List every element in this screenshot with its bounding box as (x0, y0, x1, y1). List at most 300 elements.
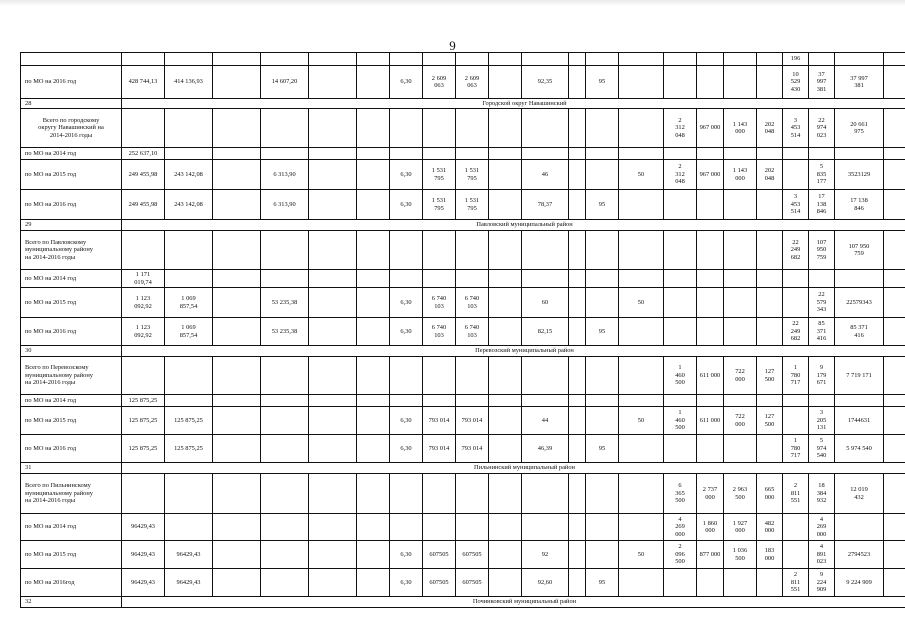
table-cell: 6 313,90 (261, 160, 309, 190)
table-cell: 1 171 019,74 (122, 270, 165, 288)
empty-cell (309, 190, 357, 220)
table-cell: 611 000 (697, 407, 724, 435)
table-cell: 6,30 (390, 407, 423, 435)
empty-cell (619, 395, 664, 407)
empty-cell (569, 270, 586, 288)
table-cell: 607505 (423, 569, 456, 597)
empty-cell (357, 160, 390, 190)
table-cell: 2 096 500 (664, 541, 697, 569)
table-cell: 12 019 432 (835, 474, 884, 514)
empty-cell (783, 541, 809, 569)
empty-cell (569, 288, 586, 318)
table-row (21, 435, 905, 463)
empty-cell (724, 148, 757, 160)
empty-cell (165, 357, 213, 395)
empty-cell (390, 231, 423, 270)
table-cell: 17 138 846 (809, 190, 835, 220)
table-cell: 1 143 000 (724, 109, 757, 148)
table-cell: 1 531 795 (423, 190, 456, 220)
empty-cell (724, 231, 757, 270)
empty-cell (569, 395, 586, 407)
empty-cell (619, 569, 664, 597)
empty-cell (569, 190, 586, 220)
table-cell: 6,30 (390, 569, 423, 597)
empty-cell (809, 395, 835, 407)
empty-cell (569, 407, 586, 435)
empty-cell (884, 53, 905, 66)
empty-cell (569, 569, 586, 597)
table-cell: 793 014 (456, 435, 489, 463)
empty-cell (664, 435, 697, 463)
table-cell: 1 780 717 (783, 435, 809, 463)
table-cell: 414 136,93 (165, 66, 213, 99)
empty-cell (357, 407, 390, 435)
scan-edge (0, 0, 905, 6)
empty-cell (664, 395, 697, 407)
table-cell: 607505 (456, 569, 489, 597)
empty-cell (619, 190, 664, 220)
empty-cell (456, 357, 489, 395)
table-cell: 6 740 103 (456, 288, 489, 318)
table-cell: 85 371 416 (809, 318, 835, 346)
table-cell: 22579343 (835, 288, 884, 318)
section-row (21, 597, 905, 608)
table-cell: 183 000 (757, 541, 783, 569)
empty-cell (697, 395, 724, 407)
table-cell: 3 453 514 (783, 109, 809, 148)
empty-cell (586, 514, 619, 541)
empty-cell (357, 53, 390, 66)
empty-cell (122, 53, 165, 66)
section-title: Перевозский муниципальный район (122, 346, 905, 357)
empty-cell (309, 474, 357, 514)
empty-cell (489, 435, 522, 463)
empty-cell (809, 270, 835, 288)
table-cell: 1 780 717 (783, 357, 809, 395)
row-label: по МО на 2016 год (21, 66, 122, 99)
empty-cell (489, 53, 522, 66)
empty-cell (309, 435, 357, 463)
empty-cell (884, 407, 905, 435)
empty-cell (357, 148, 390, 160)
empty-cell (261, 435, 309, 463)
row-label: по МО на 2014 год (21, 395, 122, 407)
empty-cell (309, 288, 357, 318)
empty-cell (357, 66, 390, 99)
table-cell: 6,30 (390, 66, 423, 99)
section-title: Городской округ Навашинский (122, 99, 905, 109)
table-cell: 482 000 (757, 514, 783, 541)
table-cell: 125 875,25 (122, 395, 165, 407)
empty-cell (664, 231, 697, 270)
empty-cell (423, 231, 456, 270)
table-cell: 22 579 343 (809, 288, 835, 318)
table-cell: 96429,43 (165, 569, 213, 597)
table-row (21, 514, 905, 541)
section-row (21, 346, 905, 357)
empty-cell (213, 109, 261, 148)
empty-cell (357, 109, 390, 148)
empty-cell (213, 569, 261, 597)
empty-cell (783, 160, 809, 190)
empty-cell (569, 318, 586, 346)
table-row (21, 288, 905, 318)
empty-cell (213, 514, 261, 541)
empty-cell (697, 190, 724, 220)
empty-cell (697, 66, 724, 99)
empty-cell (423, 53, 456, 66)
table-cell: 793 014 (456, 407, 489, 435)
table-cell: 10 529 430 (783, 66, 809, 99)
empty-cell (835, 514, 884, 541)
table-row (21, 357, 905, 395)
table-cell: 722 000 (724, 407, 757, 435)
table-cell: 22 974 023 (809, 109, 835, 148)
table-cell: 95 (586, 569, 619, 597)
empty-cell (489, 318, 522, 346)
empty-cell (423, 357, 456, 395)
table-cell: 96429,43 (122, 541, 165, 569)
table-cell: 1 531 795 (423, 160, 456, 190)
empty-cell (309, 66, 357, 99)
empty-cell (619, 66, 664, 99)
empty-cell (757, 66, 783, 99)
empty-cell (884, 288, 905, 318)
empty-cell (697, 148, 724, 160)
table-cell: 2 963 500 (724, 474, 757, 514)
empty-cell (489, 270, 522, 288)
empty-cell (664, 288, 697, 318)
empty-cell (423, 474, 456, 514)
empty-cell (489, 190, 522, 220)
empty-cell (783, 514, 809, 541)
table-cell: 96429,43 (165, 541, 213, 569)
table-cell: 125 875,25 (165, 435, 213, 463)
table-cell: 46,39 (522, 435, 569, 463)
table-cell: 37 997 381 (835, 66, 884, 99)
empty-cell (489, 288, 522, 318)
empty-cell (697, 569, 724, 597)
table-cell: 7 719 171 (835, 357, 884, 395)
section-row (21, 463, 905, 474)
empty-cell (522, 231, 569, 270)
table-row (21, 474, 905, 514)
empty-cell (586, 148, 619, 160)
empty-cell (724, 66, 757, 99)
empty-cell (522, 270, 569, 288)
empty-cell (357, 395, 390, 407)
table-cell: 6,30 (390, 288, 423, 318)
empty-cell (569, 541, 586, 569)
empty-cell (586, 53, 619, 66)
table-cell: 2 312 048 (664, 109, 697, 148)
table-row (21, 66, 905, 99)
section-number: 30 (21, 346, 122, 357)
row-label: по МО на 2015 год (21, 407, 122, 435)
empty-cell (390, 357, 423, 395)
empty-cell (309, 53, 357, 66)
empty-cell (586, 109, 619, 148)
empty-cell (357, 270, 390, 288)
table-cell: 125 875,25 (122, 407, 165, 435)
table-cell: 3 205 131 (809, 407, 835, 435)
table-cell: 2 312 048 (664, 160, 697, 190)
empty-cell (423, 395, 456, 407)
empty-cell (213, 541, 261, 569)
table-cell: 6,30 (390, 435, 423, 463)
empty-cell (213, 190, 261, 220)
empty-cell (586, 357, 619, 395)
empty-cell (390, 514, 423, 541)
table-cell: 4 269 000 (664, 514, 697, 541)
table-cell: 127 500 (757, 407, 783, 435)
empty-cell (213, 270, 261, 288)
table-cell: 2 737 000 (697, 474, 724, 514)
table-cell: 5 974 540 (835, 435, 884, 463)
empty-cell (122, 109, 165, 148)
empty-cell (261, 53, 309, 66)
table-cell: 243 142,08 (165, 160, 213, 190)
empty-cell (569, 514, 586, 541)
empty-cell (357, 569, 390, 597)
table-cell: 2 811 551 (783, 474, 809, 514)
empty-cell (884, 514, 905, 541)
row-label: по МО на 2014 год (21, 514, 122, 541)
table-cell: 95 (586, 318, 619, 346)
empty-cell (619, 53, 664, 66)
table-cell: 60 (522, 288, 569, 318)
table-cell: 53 235,38 (261, 318, 309, 346)
table-row (21, 270, 905, 288)
table-cell: 50 (619, 160, 664, 190)
table-cell: 5 974 540 (809, 435, 835, 463)
empty-cell (309, 148, 357, 160)
empty-cell (522, 395, 569, 407)
table-cell: 607505 (456, 541, 489, 569)
empty-cell (122, 474, 165, 514)
empty-cell (213, 395, 261, 407)
table-cell: 793 014 (423, 407, 456, 435)
empty-cell (619, 514, 664, 541)
empty-cell (884, 190, 905, 220)
empty-cell (586, 395, 619, 407)
table-cell: 3 453 514 (783, 190, 809, 220)
table-cell: 4 891 023 (809, 541, 835, 569)
empty-cell (522, 514, 569, 541)
table-cell: 9 224 909 (835, 569, 884, 597)
table-cell: 1 123 092,92 (122, 288, 165, 318)
empty-cell (390, 474, 423, 514)
table-row (21, 160, 905, 190)
table-cell: 1 531 795 (456, 160, 489, 190)
empty-cell (569, 53, 586, 66)
empty-cell (835, 395, 884, 407)
empty-cell (213, 53, 261, 66)
empty-cell (522, 148, 569, 160)
empty-cell (309, 160, 357, 190)
table-row (21, 148, 905, 160)
data-table (20, 52, 905, 608)
table-row (21, 318, 905, 346)
table-cell: 14 607,20 (261, 66, 309, 99)
empty-cell (213, 435, 261, 463)
empty-cell (697, 53, 724, 66)
empty-cell (489, 231, 522, 270)
empty-cell (664, 270, 697, 288)
row-label: по МО на 2015 год (21, 160, 122, 190)
empty-cell (809, 53, 835, 66)
table-cell: 6,30 (390, 541, 423, 569)
table-cell: 665 000 (757, 474, 783, 514)
empty-cell (884, 160, 905, 190)
empty-cell (261, 109, 309, 148)
table-cell: 6 365 500 (664, 474, 697, 514)
empty-cell (390, 270, 423, 288)
empty-cell (489, 148, 522, 160)
empty-cell (522, 53, 569, 66)
table-cell: 50 (619, 407, 664, 435)
table-row (21, 109, 905, 148)
row-label: по МО на 2016 год (21, 318, 122, 346)
empty-cell (309, 109, 357, 148)
table-cell: 9 224 909 (809, 569, 835, 597)
empty-cell (664, 318, 697, 346)
empty-cell (757, 53, 783, 66)
empty-cell (697, 288, 724, 318)
row-label: Всего по Павловскому муниципальному району на 2014-2016 годы (21, 231, 122, 270)
empty-cell (357, 474, 390, 514)
empty-cell (757, 148, 783, 160)
row-label (21, 53, 122, 66)
empty-cell (884, 109, 905, 148)
section-row (21, 99, 905, 109)
empty-cell (261, 231, 309, 270)
row-label: по МО на 2015 год (21, 288, 122, 318)
empty-cell (489, 66, 522, 99)
table-cell: 22 249 682 (783, 231, 809, 270)
empty-cell (757, 231, 783, 270)
empty-cell (357, 357, 390, 395)
row-label: по МО на 2015 год (21, 541, 122, 569)
empty-cell (757, 288, 783, 318)
empty-cell (586, 231, 619, 270)
empty-cell (309, 541, 357, 569)
empty-cell (835, 270, 884, 288)
empty-cell (835, 53, 884, 66)
table-cell: 1 069 857,54 (165, 288, 213, 318)
empty-cell (213, 66, 261, 99)
empty-cell (884, 569, 905, 597)
empty-cell (390, 109, 423, 148)
table-cell: 2 811 551 (783, 569, 809, 597)
empty-cell (122, 231, 165, 270)
table-cell: 92,35 (522, 66, 569, 99)
table-cell: 1 460 500 (664, 357, 697, 395)
empty-cell (619, 270, 664, 288)
empty-cell (619, 148, 664, 160)
empty-cell (309, 395, 357, 407)
empty-cell (569, 231, 586, 270)
empty-cell (213, 148, 261, 160)
table-cell: 17 138 846 (835, 190, 884, 220)
empty-cell (261, 270, 309, 288)
table-cell: 1 860 000 (697, 514, 724, 541)
empty-cell (489, 395, 522, 407)
empty-cell (569, 357, 586, 395)
empty-cell (423, 270, 456, 288)
table-cell: 249 455,98 (122, 190, 165, 220)
empty-cell (165, 474, 213, 514)
table-cell: 2 609 063 (423, 66, 456, 99)
row-label: Всего по Перевозскому муниципальному району на 2014-2016 годы (21, 357, 122, 395)
table-row (21, 541, 905, 569)
empty-cell (757, 395, 783, 407)
table-cell: 1 460 500 (664, 407, 697, 435)
empty-cell (456, 270, 489, 288)
empty-cell (165, 53, 213, 66)
empty-cell (724, 318, 757, 346)
empty-cell (884, 148, 905, 160)
empty-cell (757, 318, 783, 346)
empty-cell (724, 395, 757, 407)
empty-cell (309, 357, 357, 395)
empty-cell (569, 109, 586, 148)
empty-cell (757, 569, 783, 597)
empty-cell (357, 541, 390, 569)
empty-cell (724, 190, 757, 220)
empty-cell (261, 514, 309, 541)
empty-cell (522, 474, 569, 514)
empty-cell (697, 318, 724, 346)
table-cell: 202 048 (757, 160, 783, 190)
table-cell: 18 384 932 (809, 474, 835, 514)
empty-cell (884, 318, 905, 346)
table-row (21, 395, 905, 407)
empty-cell (489, 160, 522, 190)
empty-cell (664, 148, 697, 160)
empty-cell (456, 474, 489, 514)
empty-cell (261, 395, 309, 407)
empty-cell (489, 569, 522, 597)
empty-cell (569, 148, 586, 160)
table-cell: 96429,43 (122, 569, 165, 597)
table-cell: 95 (586, 190, 619, 220)
budget-table (20, 52, 905, 608)
table-cell: 243 142,08 (165, 190, 213, 220)
empty-cell (664, 569, 697, 597)
table-cell: 96429,43 (122, 514, 165, 541)
empty-cell (213, 357, 261, 395)
table-cell: 877 000 (697, 541, 724, 569)
table-cell: 252 637,10 (122, 148, 165, 160)
empty-cell (309, 569, 357, 597)
empty-cell (390, 53, 423, 66)
table-cell: 92,60 (522, 569, 569, 597)
empty-cell (586, 288, 619, 318)
empty-cell (165, 109, 213, 148)
empty-cell (213, 160, 261, 190)
table-cell: 125 875,25 (122, 435, 165, 463)
empty-cell (357, 190, 390, 220)
table-row (21, 231, 905, 270)
empty-cell (489, 407, 522, 435)
empty-cell (213, 318, 261, 346)
table-cell: 607505 (423, 541, 456, 569)
table-cell: 967 000 (697, 160, 724, 190)
table-cell: 6,30 (390, 160, 423, 190)
empty-cell (884, 541, 905, 569)
empty-cell (357, 231, 390, 270)
